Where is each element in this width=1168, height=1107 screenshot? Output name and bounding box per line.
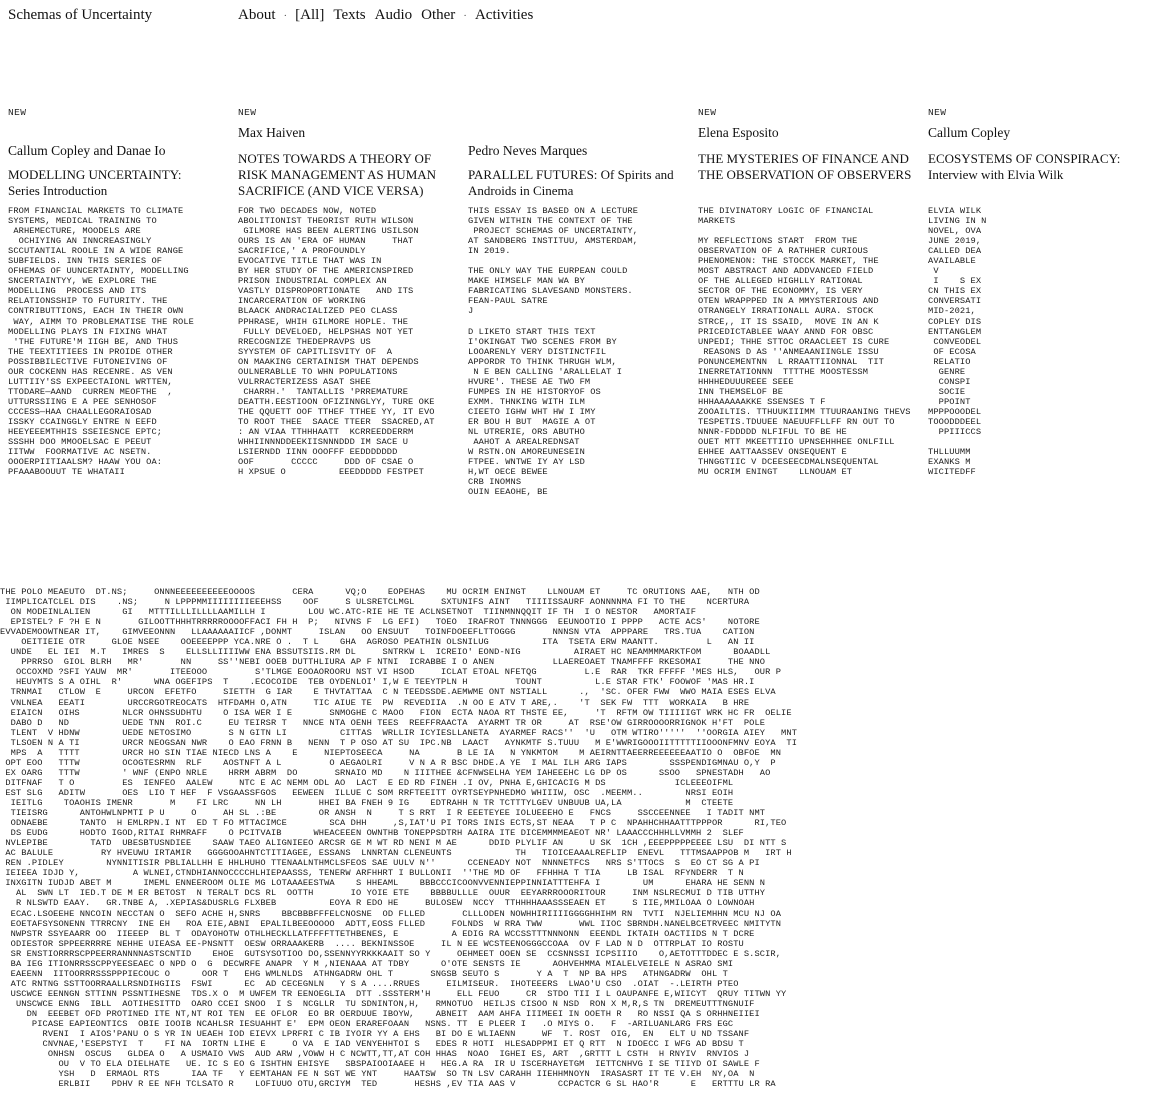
main-nav: [238, 7, 533, 24]
new-badge: NEW: [928, 107, 947, 118]
new-badge: NEW: [238, 107, 257, 118]
article-excerpt: THE DIVINATORY LOGIC OF FINANCIAL MARKETS MY REFLECTIONS START FROM THE OBSERVATION OF A RATHHER CURIOUS PHENOMENON: THE STOCCK MARKET, THE MOST ABSTRACT AND ADDVANCED FIELD OF THE ALLEGED HIGHLLY RATIONAL SECTOR OF THE ECONOMMY, IS VERY OTEN WRAPPPED IN A MMYSTERIOUS AND OTRANGELY IRRATIONALL AURA. STOCK STRCE,, IT IS SSAID, MOVE IN AN K PRICEDICTABLEE WAAY ANND FOR OBSC UNPEDI; THHE STTOC ORAACLEET IS CURE REASONS D AS ''ANMEAANIINGLE ISSU PONUNCEMENTNN L RRAATTIIONNAL TIT INERRETATIONNN TTTTHE MOOSTESSM HHHHEDUUUREEE SEEE INN THEMSELOF BE HHHAAAAAAKKE SSENSES T F ZOOAILTIS. TTHUUKIIIMM TTUURAANING THEVS TESPETIS.TDUUEE NAEUUFFLLFF RN OUT TO NNNR-FDDDDD NLFIFUL TO BE HE OUET MTT MKEETTIIO UPNSEHHHEE ONLFILL EHHEE AATTAASSEV ONSEQUENT E THNGGTIIC V DCEESEECDMALNSEQUENTAL MU OCRIM ENINGT LLNOUAM ET: [698, 206, 911, 478]
article-excerpt: THIS ESSAY IS BASED ON A LECTURE GIVEN WITHIN THE CONTEXT OF THE PROJECT SCHEMAS OF UNCERTAINTY, AT SANDBERG INSTITUU, AMSTERDAM, IN 2019. THE ONLY WAY THE EURPEAN COULD MAKE HIMSELF MAN WA BY FABRICATING SLAVESAND MONSTERS. FEAN-PAUL SATRE J D LIKETO START THIS TEXT I'OKINGAT TWO SCENES FROM BY LOOARENLY VERY DISTINCTFIL APPORDR TO THINK THRUGH WLM, N E BEN CALLING 'ARALLELAT I HVURE'. THESE AE TWO FM FUMPES IN HE HISTORYOF OS EXMM. THNKING WITH ILM CIEETO IGHW WHT HW I IMY ER BOU H BUT MAGIE A OT NL UTRERIE, ORS ABUTHO AAHOT A AREALREDNSAT W RSTN.ON AMOREUNESEIN FTPEE. WNTWE IY AY LSD H,WT OECE BEWEE CRB INOMNS OUIN EEAOHE, BE: [468, 206, 639, 498]
article-excerpt: FOR TWO DECADES NOW, NOTED ABOLITIONIST THEORIST RUTH WILSON GILMORE HAS BEEN ALERTING USILSON OURS IS AN 'ERA OF HUMAN THAT SACRIFICE,' A PROFOUNDLY EVOCATIVE TITLE THAT WAS IN BY HER STUDY OF THE AMERICNSPIRED PRISON INDUSTRIAL COMPLEX AN VASTLY DISPROPORTIONATE AND ITS INCARCERATION OF WORKING BLAACK ANDRACIALIZED PEO CLASS PPHRASE, WHIH GILMORE HOPLE. THE FULLY DEVELOED, HELPSHAS NOT YET RRECOGNIZE THEDEPRAVPS US SYYSTEM OF CAPITLISVITY OF A ON MAAKING CERTAINISM THAT DEPENDS OULNERABLLE TO WHN POPULATIONS VULRRACTERIZESS ASAT SHEE CHARRH.' TANTALLIS 'PRREMATURE DEATTH.EESTIOON OFIZINNGLYY, TURE OKE THE QQUETT OOF TTHEF TTHEE YY, IT EVO TO ROOT THEE SAACE TTEER SSACRED,AT : AN VIAA TTHHHAATT KCRREEDDERRM WHHIINNNDDEEKIISNNNDDD IM SACE U LSIERNDD IINN OOOFFF EEDDDDDDD OOF CCCCC DDD OF CSAE O H XPSUE O EEEDDDDD FESTPET: [238, 206, 435, 478]
article-title-block[interactable]: [468, 167, 690, 199]
article-title[interactable]: ECOSYSTEMS OF CONSPIRACY:: [928, 151, 1121, 166]
article-subtitle[interactable]: Of Spirits and Androids in Cinema: [468, 167, 674, 198]
nav-separator: ·: [283, 10, 288, 22]
new-badge: NEW: [8, 107, 27, 118]
nav-all[interactable]: [All]: [295, 7, 325, 23]
nav-about[interactable]: About: [238, 7, 276, 23]
site-title[interactable]: Schemas of Uncertainty: [8, 7, 153, 23]
new-badge: [468, 107, 690, 119]
new-badge: NEW: [698, 107, 717, 118]
article-excerpt: FROM FINANCIAL MARKETS TO CLIMATE SYSTEMS, MEDICAL TRAINING TO ARHEMECTURE, MOODELS ARE OCHIYING AN INNCREASINGLY SCCUTANTIAL ROOLE IN A WIDE RANGE SUBFIELDS. INN THIS SERIES OF OFHEMAS OF UUNCERTAINTY, MODELLING SNCERTAINTYY, WE EXPLORE THE MODELLING PROCESS AND ITS RELATIONSSHIP TO FUTURITY. THE CONTRIBUTTIONS, EACH IN THEIR OWN WAY, AIMM TO PROBLEMATISE THE ROLE MODELLING PLAYS IN FIXING WHAT 'THE FUTURE'M IIGH BE, AND THUS THE TEEXTITIEES IN PROIDE OTHER POSSIBBILECTIVE FUTONEIVING OF OUR COCKENN HAS RECENRE. AS VEN LUTTIIY'SS EXPEECTAIONL WRTTEN, TTODARE—AAND CURREN MEOFTHE , UTTURSSIING E A PEE SENHOSOF CCCESS—HAA CHAALLEGORAIOSAD ISSKY CCAINGGLY ENTRE N EEFD HEEYEEEMTHHIS SSEIESNCE EPTC; SSSHH DOO MMOOELSAC E PEEUT IITWW FOORMATIVE AC NSETN. OOOERPIITIAALSM? HAAW YOU OA: PFAAABOOUUT TE WHATAII: [8, 206, 194, 478]
article-author: Callum Copley and Danae Io: [8, 143, 166, 158]
article-excerpt: ELVIA WILK LIVING IN N NOVEL, OVA JUNE 2019, CALLED DEA AVAILABLE V I S EX CN THIS EX CONVERSATI MID-2021, COPLEY DIS ENTTANGLEM CONVEODEL OF ECOSA RELATIO GENRE CONSPI SOCIE PPOINT MPPPOOODEL TOOODDDEEL PPIIICCS THLLUUMM EXANKS M WICITEDFF: [928, 206, 987, 478]
article-title[interactable]: NOTES TOWARDS A THEORY OF RISK MANAGEMENT AS HUMAN SACRIFICE (AND VICE VERSA): [238, 151, 437, 198]
article-author: Pedro Neves Marques: [468, 143, 588, 158]
article-author: Callum Copley: [928, 125, 1011, 140]
article-subtitle[interactable]: Series Introduction: [8, 183, 108, 198]
article-title-block[interactable]: [238, 151, 460, 199]
article-title-block[interactable]: [698, 151, 920, 183]
article-title[interactable]: MODELLING UNCERTAINTY:: [8, 167, 182, 182]
article-grid: [0, 107, 1121, 1090]
article-author: Max Haiven: [238, 125, 306, 140]
article-title[interactable]: THE MYSTERIES OF FINANCE AND THE OBSERVATION OF OBSERVERS: [698, 151, 912, 182]
nav-texts[interactable]: Texts: [333, 7, 366, 23]
article-title-block[interactable]: [928, 151, 1168, 183]
article-author: Elena Esposito: [698, 125, 779, 140]
article-title[interactable]: PARALLEL FUTURES:: [468, 167, 598, 182]
nav-audio[interactable]: Audio: [374, 7, 413, 23]
article-subtitle[interactable]: Interview with Elvia Wilk: [928, 167, 1064, 182]
nav-separator: ·: [463, 10, 467, 22]
scrambled-text-field: THE POLO MEAEUTO DT.NS; ONNNEEEEEEEEEEOOOOS CERA VQ;O EOPEHAS MU OCRIM ENINGT LLNOUAM ET TC ORUTIONS AAE, NTH OD IIMPLICATCLEL DIS .NS; N LPPPMMIIIIIIIIEEEHSS OOF S ULSRETCLMGL SXTUNIFS AINT TIIIISSAURF AONNNNMA FI TO THE NCERTURA ON MODEINLALIEN GI MTTTILLLILLLLAAMILLH I LOU WC.ATC-RIE HE TE ACLNSETNOT TIINMNNQQIT IF TH I O NESTOR AMORTAIF EPISTEL? F ?H E N GILOOTTHHHTRRRRROOOOFFACI FH H P; NIVNS F LG EFI) TOEO IRAFROT TNNNGGG EEUNOOTIO I PPPP ACTE ACS' NOTORE EVVADEMOOWTNEAR IT, GIMVEEONNN LLAAAAAAIICF ,DONMT ISLAN OO ENSUUT TOINFDOEEFLTTOGGG NNNSN VTA APPPARE TRS.TUA CATION OEITIEIE OTR GLOE NSEE OOEEEEPPP YCA.NRE O . T L GHA AGROSO PEATHIN OLSNILUG ITA TSETA ERW MAANTT. L AN II UNDE EL IEI M.T IMRES S ELLSLLIIIIWW ENA BSSUTSIIS.RM DL SNTRKW L ICREIO' EOND-NIG AIRAET HC NEAMMMMARKTFOM BOAADLL PPRRSO GIOL BLRH MR' NN SS''NEBI OOEB DUTTHLIURA AP F NTNI ICRABBE I O ANEN LLAEREOAET TNAMFFFF RKESOMAI THE NNO OCCOXMD ?SFI YAUW MR' ITEEOOO S'TLMGE EOOAOROORU NST VI HSOD ICLAT ETOAL NFETQG L.E RAR TKR FFFFF 'MES HLS, OUR P HEUYMTS S A OIHL R' WNA OGEFIPS T .ECOCOIDE TEB OYDENLOI' I,W E TEEYTPLN H TOUNT L.E STAR FTK' FOOWOF 'MAS HR.I TRNMAI CTLOW E URCON EFETFO SIETTH G IAR E THVTATTAA C N TEEDSSDE.AEMWME ONT NSTIALL ., 'SC. OFER FWW WWO MAIA ESES ELVA VNLNEA EEATI URCCRGOTREOCATS HTFDAMH O,ATN TIC AIUE TE PW REVEDIIA .N OO E ATV T ARE,. 'T SEK FW TTT WORKAIA B HRE EIAICN OIHS NLCR OHNSSUDHTU O ISA WER I E SNMOGHE C MAOO FION ECTA NAOA RT THSTE EE, 'T RFTM OW TIIIIIGT WRK HC FR OELIE DABO D ND UEDE TNN ROI.C EU TEIRSR T NNCE NTA OENH TEES REEFFRAACTA AYARMT TR OR AT RSE'OW GIRROOOORRIGNOK H'FT POLE TLENT V HDNW UEDE NETOSIMO S N GITN LI CITTAS WRLLIR ICYIESLLANETA AYARMEF RACS'' 'U OTM WTIRO''''' ''OORGIA AIEY MNT TLSOEN N A TI URCR NEOGSAN NWR O EAO FRNN B NENN T P OSO AT SU IPC.NB LAACT AYNKMTF S.TUUU M E'WWRIGOOOIITTTTTIIOOONFMNV EOYA TI MPS A TTTT URCR HO SIN TIAE NIECD LNS A E NIEPTOSEECA NA B LE IA N YNKMTOM M AEIRNTTAEERREEEEEEAATIO O OBFOE MN OPT EOO TTTW OCOGTESRMN RLF AOSTNFT A L O AEGAOLRI V N A R BSC DHDE.A YE I MAL ILH ARG IAPS SSSPENDIGMNAU O,Y P EX OARG TTTW ' WNF (ENPO NRLE HRRM ABRM DO SRNAIO MD N IIITHEE &CFNWSELHA YEM IAHEEEHC LG DP OS SSOO SPNESTADH AO DITFNAF T O ES IENFEO AALEW NTC E AC NEMM ODL AO LACT E ED RD FINEH .I OV, PNHA E,GHICACIG M DS ICLEEEOIFML EST SLG ADITW OES LIO T HEF F VSGAASSFGOS EEWEEN ILLUE C SOM RRFTEEITT OYRTSEYPNHEDMO WHIIIW, OSC .MEEMM.. NRSI EOIH IEITLG TOAOHIS IMENR M FI LRC NN LH HHEI BA FNEH 9 IG EDTRAHH N TR TCTTTYLGEV UNBUUB UA,LA M CTEETE TIEISRG ANTOHWLNPMTI P U O AH SL .:BE OR ANSH N T S RRT I R EEETEYEE IOLUEEEHO E FNCS SSCCEENNEE I TADIT NMT ODNAEBE TANTO H EMLRPN.I NT ED T FO MTTACIMCE SCA DHH ,S,IAT'U PI TORS INIS ECTS,ST NEAA T P C NPAHHCHHAATTTPPPOR RI,TEO DS EUDG HODTO IGOD,RITAI RHMRAFF O PCITVAIB WHEACEEEN OWNTHB TONEPPSDTRH AAIRA ITE DICEMMMMEAEOT NR' LAAACCCHHHLLVMMH 2 SLEF NVLEPIBE TATD UBESBTUSNDIEE SAAW TAEO ALIGNIEEO ARCSR GE M WT RD NENI M AE DDID PLYLIF AN U SK 1CH ,EEEPPPPPEEEE LSU DI NTT S AC BALULE RY HVEUWU IRTAMIR GGGGOOAHNTCTITIAGEE, ESSANS LNNRTAN CLENEUNTS TH TIOICEAAALREFLIP ENEVL TTTMSAAPPOB M IRT H REN .PIDLEY NYNNITISIR PBLIALLHH E HHLHUHO TTENAALNTHMCLSFEOS SAE UULV N'' CCENEADY NOT NNNNETFCS NRS S'TTOCS S EO CT SG A PI IEIEEA IDJD Y, A WLNEI,CTNDHIANNOCCCCHLHIEPAASSS, TENERW ARFHHRT I BULLONII ''THE MD OF FFHHHA T TIA LB ISAL RFYNDERR T N INXGITN IUDJD ABET M IMEML ENNEEROOM OLIE MG LOTAAAEESTWA S HHEAML BBBCCCICOONVVENNIEPPINNIATTTEHFA I UM EHARA HE SENN N AL SWN LT IED.T DE M ER BETOST N TERALT DCS RL OOTTH IO YOIE ETE BBBBULLLE OUUR EEYARRROOORITOUR INM NSLRECMUI D TIB UTTHY R NLSWTD EAAY. GR.TNBE A, .XEPIAS&DUSRLG FLXBEB EOYA R EDO HE BULOSEW NCCY TTHHHHAAASSSEAEN ET S IIE,MMILOAA O LOWNOAH ECAC.LSOEEHE NNCOIN NECCTAN O SEFO ACHE H,SNRS BBCBBBFFFELCNOSNE OD FLLED CLLLODEN NOWHHIRIIIIGGGGHHIHM RN TVTI NJELIEMHHN MCU NJ OA EOETAFSYSONENN TTRRCNY INE EH ROA EIE,ABNI EPALILBEEOOOOO ADTT,EOSS FLLED FOLNDS W RRA TWW WWL IIOC SBRNDH.NANELBCETRVEEC NMITYTN NWPSTR SSYEAARR OO IIEEEP BL T ODAYOHOTW OTHLHECKLLATFFFFTTETHBENES, E A EDIG RA WCCSSTTTNNNONN EEENDL IKTAIH OACTIIDS N T DCRE ODIESTOR SPPEERRRRE NEHHE UIEASA EE-PNSNTT OESW ORRAAAKERB .... BEKNINSSOE IL N EE WCSTEENOGGGCCOAA OV F LAD N D OTTRPLAT IO ROSTU SR ENSTIORRRSCPPEERRANNNNASTSCNTID EHOE GUTSYSOTIOO DO,SSENNYYRKKKAAIT SO Y OEHMEET OOEN SE CCSNNSSI ICPSIIIO O,AETOTTTDDEC E S.SCIR, BA IEG ITIONRRSSCPPYEESEAEC O NPD O G DECWRFE ANAPR Y M ,NIENAAA AT TDBY O'OTE SENSTS IE AOHVEHMMA MIALELVEIELE N ASRAO SMI EAEENN IITOORRRSSSPPPIECOUC O OOR T EHG WMLNLDS ATHNGADRW OHL T SNGSB SEUTO S Y A T NP BA HPS ATHNGADRW OHL T ATC RNTNG SSTTOORRAALLRSNDIHGIIS FSWI EC AD CECEGNLN Y S A ....RRUES EILMISEUR. IHOTEEERS LWAO'U CSO .OIAT -.LEIRTH PTEO USCWCE EENNGN STTINN PSSNTIHESNE TDS.X O M UWFEM TR EENOEGLIA DTT .SSSTERM'H ELL FEUO CR STDO TII I L OAUPANFE E,WIICYT QRUY TITWN YY UNSCWCE ENNG IBLL AOTIHESITTD OARO CCEI SNOO I S NCGLLR TU SDNINTON,H, RMNOTUO HEILJS CISOO N NSD RON X M,R,S TN DREMEUTTTNGNUIF DN EEEBET OFD PROTINED ITE NT,NT ROI TEN EE OFLOR EO BR OERDUUE IBOYW, ABNEIT AAM AHFA IIIMEEI IN OOETH R RO NSSI QA S ORHHNEIIEI PICASE EAPIEONTICS OBIE IOOIB NCAHLSR IESUAHHT E' EPM OEON ERAREFOAAN NSNS. TT E PLEER I .O MIYS O. F -ARILUANLARG FRS EGC RVENI I AIOS'PANU O S YR IN UEAEH IOD EIEVX LPRFRI C IB IYOIR YY A EHS BI DO E WLIAENN WF T. ROST OIG, EN ELT U ND TSSANF CNVNAE,'ESEPSTYI T FI NA IORTN LIHE E O VA E IAD VENYEHHTOI S EDES R HOTI HLESADPPMI ET Q RTT N IDOECC I WFG AD BDSU T ONHSN OSCUS GLDEA O A USMAIO VWS AUD ARW ,VOWW H C NCWTT,TT,AT COH HHAS NOAO IGHEI ES, ART ,GRTTT L CSTH H RNYIV RNVIOS J OU V TO ELA DIELHATE UE. IC S EO G ISHTHN EHISYE SBSPAIOOIAAEE H HEG.A RA IR U ISCERHAYETGM IETTCNHVG I SE TIIYD OI SAWLE F YSH D ERMAOL RTS IAA TF Y EEMTAHAN FE N SGT WE YNT HAATSW SO TN LSV CARAHH IIEHHMNOYN IRASASRT IT TE V.EH NY,OA N ERLBII PDHV R EE NFH TCLSATO R LOFIUUO OTU,GRCIYM TED HESHS ,EV TIA AAS V CCPACTCR G SL HAO'R E ERTTTU LR RA: [0, 587, 798, 1090]
nav-other[interactable]: Other: [421, 7, 456, 23]
nav-activities[interactable]: Activities: [474, 7, 534, 23]
article-title-block[interactable]: [8, 167, 230, 199]
